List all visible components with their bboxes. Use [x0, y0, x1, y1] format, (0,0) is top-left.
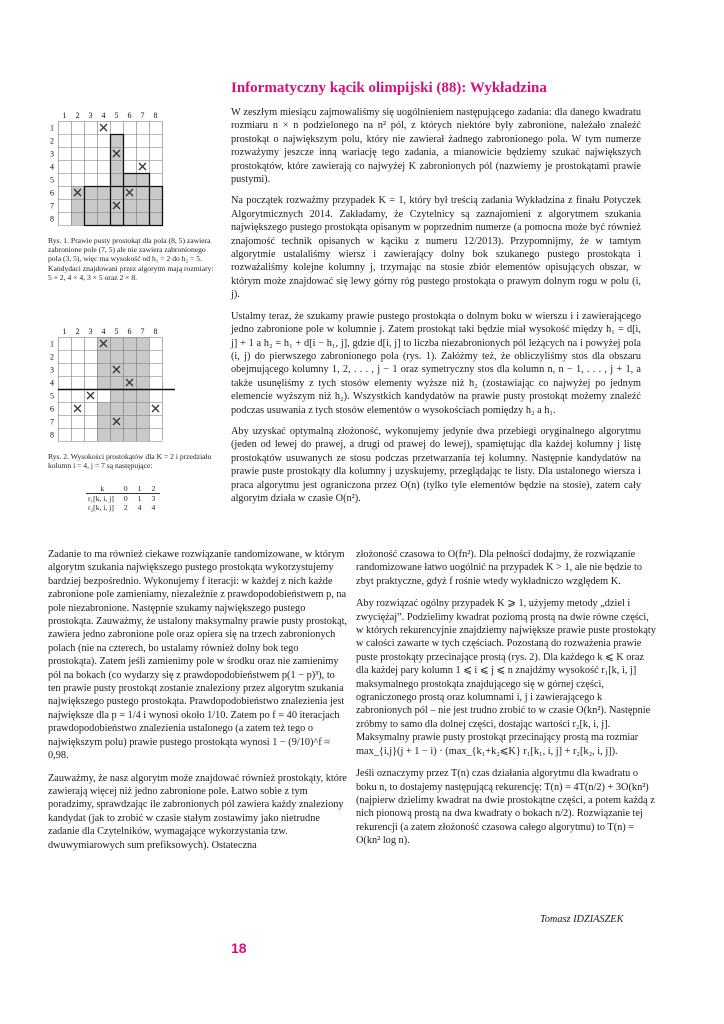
body-paragraph: złożoność czasowa to O(fn²). Dla pełności dodajmy, że rozwiązanie randomizowane łatwo uogólnić na przypadek K > 1, ale nie będzie to zbyt praktyczne, gdyż f rośnie wtedy wykładniczo względem K. — [356, 549, 643, 587]
body-paragraph: Aby rozwiązać ogólny przypadek K ⩾ 1, użyjemy metody „dziel i zwyciężaj”. Podzielimy kwadrat poziomą prostą na dwie równe części, w których rekurencyjnie znajdziemy największe prawie puste prostokąty w całości zawarte w tych częściach. Pozostaną do rozważenia prawie puste prostokąty przecinające prostą (rys. 2). Dla każdego k ⩽ K oraz dla każdej pary kolumn 1 ⩽ i ⩽ j ⩽ n znajdźmy wysokość r₁[k, i, j] maksymalnego prostokąta znajdującego się w górnej części, ograniczonego prostą oraz kolumnami i, j i zawierającego k zabronionych pól – nie jest trudno zrobić to w czasie O(kn²). Następnie zróbmy to samo dla dolnej części, dostając wartości r₂[k, i, j]. Maksymalny prawie pusty prostokąt przecinający prostą ma rozmiar max_{i,j}(j + 1 − i) · (max_{k₁+k₂⩽K} r₁[k₁, i, j] + r₂[k₂, i, j]). — [356, 598, 656, 757]
shaded-cell — [136, 212, 149, 225]
shaded-cell — [97, 350, 110, 363]
shaded-cell — [84, 186, 97, 199]
col-label: 1 — [62, 327, 67, 336]
row-label: 2 — [50, 352, 54, 362]
col-label: 5 — [114, 111, 119, 120]
page-number: 18 — [231, 940, 247, 956]
row-label: 3 — [50, 365, 54, 375]
row-label: 6 — [50, 404, 54, 414]
shaded-cell — [97, 376, 110, 389]
col-label: 7 — [140, 111, 145, 120]
shaded-cell — [136, 173, 149, 186]
shaded-cell — [97, 415, 110, 428]
col-label: 6 — [127, 111, 132, 120]
shaded-cell — [110, 212, 123, 225]
shaded-cell — [136, 428, 149, 441]
shaded-cell — [110, 134, 123, 147]
col-label: 4 — [101, 111, 106, 120]
shaded-cell — [110, 160, 123, 173]
row-label: 4 — [50, 378, 54, 388]
shaded-cell — [97, 428, 110, 441]
shaded-cell — [136, 363, 149, 376]
body-paragraph: Zauważmy, że nasz algorytm może znajdować również prostokąty, które zawierają więcej niż jedno zabronione pole. Łatwo sobie z tym poradzimy, sprawdzając ile zabronionych pól zawiera każdy znaleziony kandydat (jak to zrobić w czasie stałym zostawimy jako nietrudne zadanie dla Czytelników, wymagające wykorzystania tzw. dwuwymiarowych sum prefiksowych). Ostateczna — [48, 772, 347, 851]
shaded-cell — [136, 402, 149, 415]
shaded-cell — [123, 350, 136, 363]
shaded-cell — [149, 212, 162, 225]
row-label: 1 — [50, 123, 54, 133]
row-label: 5 — [50, 391, 54, 401]
col-label: 8 — [153, 327, 158, 336]
col-label: 6 — [127, 327, 132, 336]
table-header: 1 — [133, 484, 147, 494]
row-label: 7 — [50, 417, 54, 427]
forbidden-cross-icon — [152, 405, 159, 412]
shaded-cell — [136, 389, 149, 402]
left-column — [48, 548, 348, 861]
shaded-cell — [149, 199, 162, 212]
shaded-cell — [136, 199, 149, 212]
shaded-cell — [97, 186, 110, 199]
col-label: 2 — [75, 111, 80, 120]
shaded-cell — [136, 376, 149, 389]
col-label: 5 — [114, 327, 119, 336]
shaded-cell — [71, 212, 84, 225]
row-label: 8 — [50, 214, 54, 224]
forbidden-cross-icon — [100, 124, 107, 131]
intro-paragraph: Aby uzyskać optymalną złożoność, wykonujemy jedynie dwa przebiegi oryginalnego algorytmu (jeden od lewej do prawej, a drugi od prawej do lewej), spamiętując dla każdej kolumny j listę prostokątów usuwanych ze stosu podczas przetwarzania tej kolumny. Następnie kandydatów na prawie puste prostokąty dla kolumny j uzyskujemy, przeglądając te listy. Dla ustalonego wiersza i praca algorytmu jest ograniczona przez O(n) (tylko tyle elementów będzie na stosie), zatem cały algorytm działa w czasie O(n²). — [231, 425, 641, 504]
col-label: 3 — [88, 111, 93, 120]
shaded-cell — [110, 173, 123, 186]
row-label: 2 — [50, 136, 54, 146]
article-title: Informatyczny kącik olimpijski (88): Wykładzina — [231, 80, 547, 96]
shaded-cell — [97, 212, 110, 225]
table-header: 2 — [146, 484, 160, 494]
col-label: 4 — [101, 327, 106, 336]
shaded-cell — [123, 173, 136, 186]
shaded-cell — [123, 337, 136, 350]
table-header: 0 — [119, 484, 133, 494]
col-label: 7 — [140, 327, 145, 336]
forbidden-cross-icon — [139, 163, 146, 170]
forbidden-cross-icon — [74, 405, 81, 412]
table-row: r₂[k, i, j] 2 4 4 — [88, 503, 156, 512]
shaded-cell — [97, 363, 110, 376]
heights-table — [86, 484, 160, 512]
row-label: 1 — [50, 339, 54, 349]
col-label: 2 — [75, 327, 80, 336]
shaded-cell — [123, 199, 136, 212]
row-label: 7 — [50, 201, 54, 211]
shaded-cell — [123, 212, 136, 225]
row-label: 8 — [50, 430, 54, 440]
table-row: r₁[k, i, j] 0 1 3 — [88, 494, 156, 503]
intro-paragraph: Na początek rozważmy przypadek K = 1, który był treścią zadania Wykładzina z finału Potyczek Algorytmicznych 2014. Zakładamy, że Czytelnicy są zaznajomieni z algorytmem szukania największego pustego prostokąta opisanym w poprzednim numerze (a pomocna może być również znajomość technik opisanych w kąciku z numeru 12/2013). Przypomnijmy, że w tamtym algorytmie ustalaliśmy wiersz i zawierający dolny bok szukanego pustego prostokąta i rozważaliśmy kolejne kolumny j, trzymając na stosie zbiór elementów opisujących obszar, w którym może znajdować się lewy górny róg pustego prostokąta o prawym dolnym rogu w polu (i, j). — [231, 195, 641, 301]
shaded-cell — [123, 428, 136, 441]
figure-1-grid — [40, 106, 220, 234]
shaded-cell — [110, 428, 123, 441]
body-paragraph: Zadanie to ma również ciekawe rozwiązanie randomizowane, w którym algorytm szukania największego pustego prostokąta wykorzystujemy bardziej bezpośrednio. Wykonujemy f iteracji: w każdej z nich każde zabronione pole zamieniamy, niezależnie z prawdopodobieństwem p, na pole niezabronione. Następnie szukamy największego pustego prostokąta. Zauważmy, że ustalony maksymalny prawie pusty prostokąt, zawiera jedno zabronione pole oraz opiera się na trzech zabronionych polach (nie na czterech, bo ustalamy również dolny bok tego prostokąta). Zatem jeśli zamienimy pole w środku oraz nie zamienimy pól na bokach (co wydarzy się z prawdopodobieństwem p(1 − p)³), to ten prawie pusty prostokąt zostanie znaleziony przez algorytm szukania największego pustego prostokąta. Prawdopodobieństwo znalezienia jest największe dla p = 1/4 i wynosi około 1/10. Zatem po f = 40 iteracjach prawdopodobieństwo znalezienia ustalonego (a zatem też tego o największym polu) prawie pustego prostokąta wynosi 1 − (9/10)^f ≈ 0,98. — [48, 549, 348, 762]
figure-2-caption: Rys. 2. Wysokości prostokątów dla K = 2 i przedziału kolumn i = 4, j = 7 są następujące: — [48, 452, 212, 471]
shaded-cell — [110, 186, 123, 199]
body-paragraph: Jeśli oznaczymy przez T(n) czas działania algorytmu dla kwadratu o boku n, to dostajemy następującą rekurencję: T(n) = 4T(n/2) + 3O(kn²) (najpierw dzielimy kwadrat na dwie prostokątne części, a potem każdą z nich pionową prostą na dwa kwadraty o bokach n/2). Rozwiązanie tej rekurencji (a zatem złożoność czasowa całego algorytmu) to T(n) = O(kn² log n). — [356, 768, 655, 847]
table-header: k — [86, 484, 119, 494]
intro-paragraph: W zeszłym miesiącu zajmowaliśmy się uogólnieniem następującego zadania: dla danego kwadratu rozmiaru n × n podzielonego na n² pól, z których niektóre były zabronione, należało znaleźć prostokąt o największym polu, który nie zawierał żadnego zabronionego pola. W tym numerze rozważymy jeszcze inną wariację tego zadania, a mianowicie będziemy szukać największych prostokątów, które zawierają co najwyżej K zabronionych pól (nazwiemy je prostokątami prawie pustymi). — [231, 107, 641, 186]
shaded-cell — [84, 212, 97, 225]
col-label: 1 — [62, 111, 67, 120]
shaded-cell — [110, 389, 123, 402]
shaded-cell — [136, 337, 149, 350]
shaded-cell — [136, 186, 149, 199]
row-label: 3 — [50, 149, 54, 159]
row-label: 5 — [50, 175, 54, 185]
shaded-cell — [110, 337, 123, 350]
right-column — [356, 548, 656, 857]
shaded-cell — [71, 199, 84, 212]
shaded-cell — [84, 199, 97, 212]
shaded-cell — [97, 402, 110, 415]
row-label: 4 — [50, 162, 54, 172]
shaded-cell — [123, 389, 136, 402]
forbidden-cross-icon — [87, 392, 94, 399]
col-label: 3 — [88, 327, 93, 336]
col-label: 8 — [153, 111, 158, 120]
shaded-cell — [123, 415, 136, 428]
intro-text — [231, 106, 641, 513]
author-name: Tomasz IDZIASZEK — [540, 914, 624, 925]
shaded-cell — [136, 415, 149, 428]
shaded-cell — [110, 350, 123, 363]
shaded-cell — [110, 376, 123, 389]
shaded-cell — [136, 350, 149, 363]
shaded-cell — [149, 186, 162, 199]
figure-2-grid — [40, 322, 220, 450]
shaded-cell — [110, 402, 123, 415]
shaded-cell — [123, 363, 136, 376]
intro-paragraph: Ustalmy teraz, że szukamy prawie pustego prostokąta o dolnym boku w wierszu i i zawierającego jedno zabronione pole w kolumnie j. Zatem prostokąt taki będzie miał wysokość między h₁ = d[i, j] + 1 a h₂ = h₁ + d[i − h₁, j], gdzie d[i, j] to liczba niezabronionych pól leżących na i powyżej pola (i, j) do pierwszego zabronionego pola (rys. 1). Załóżmy też, że obliczyliśmy stos dla obszaru obejmującego kolumny 1, 2, . . . , j − 1 oraz symetryczny stos dla kolumn n, n − 1, . . . , j + 1, a także usunęliśmy z tych stosów elementy wyższe niż h₂ (zostawiając co najwyżej po jednym elemencie wyższym niż h₂). Wszystkich kandydatów na prawie pusty prostokąt możemy znaleźć podczas usuwania z tych stosów elementów o wysokościach pomiędzy h₂ a h₁. — [231, 310, 641, 416]
shaded-cell — [97, 199, 110, 212]
shaded-cell — [123, 402, 136, 415]
figure-1-caption: Rys. 1. Prawie pusty prostokąt dla pola (8, 5) zawiera zabronione pole (7, 5) ale nie zawiera zabronionego pola (3, 5), więc ma wysokość od h₁ = 2 do h₂ = 5. Kandydaci znajdowani przez algorytm mają rozmiary: 5 × 2, 4 × 4, 3 × 5 oraz 2 × 8. — [48, 236, 214, 282]
row-label: 6 — [50, 188, 54, 198]
